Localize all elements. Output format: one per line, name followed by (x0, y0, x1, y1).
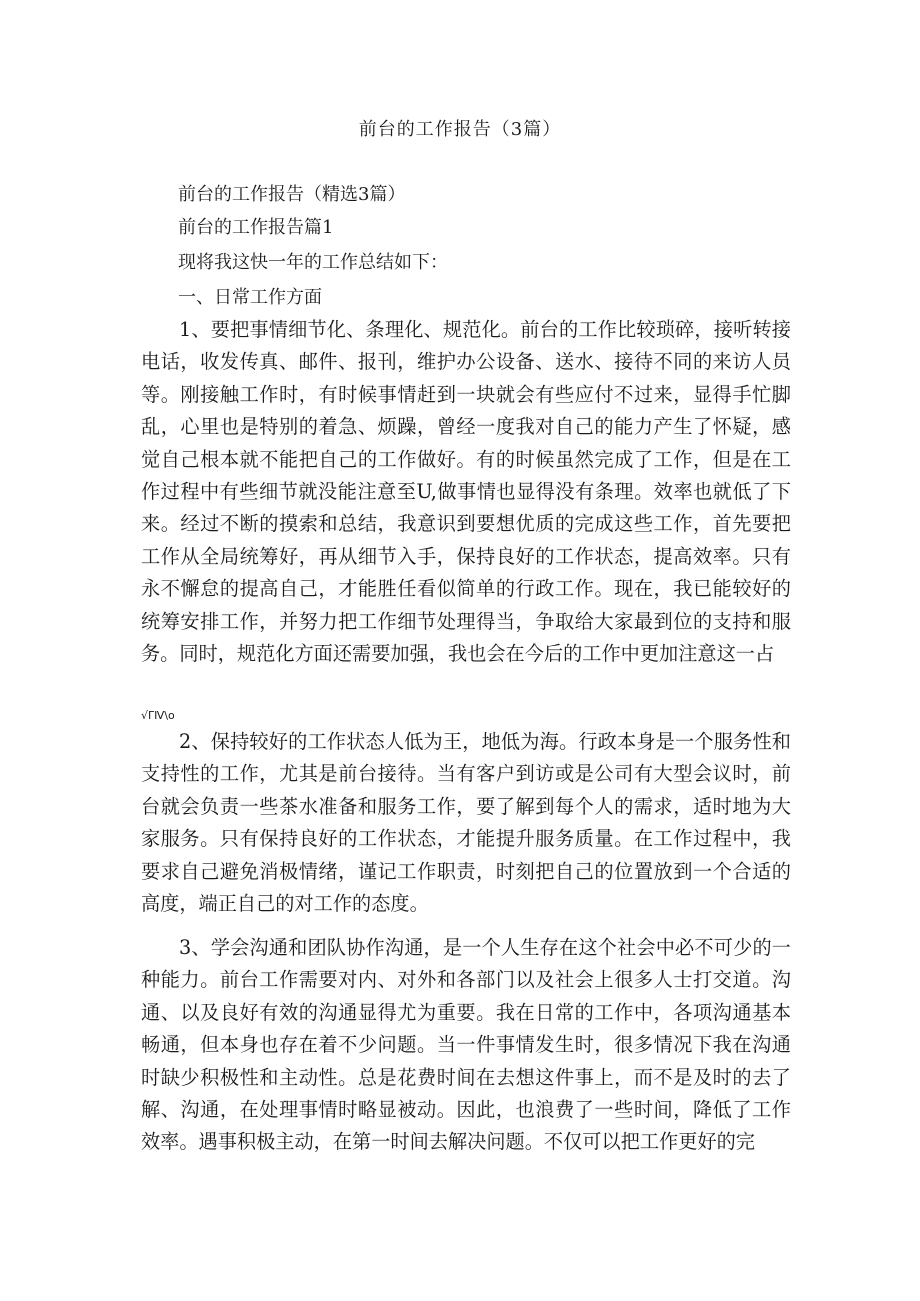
paragraph-2: 2、保持较好的工作状态人低为王，地低为海。行政本身是一个服务性和支持性的工作，尤其是前台接待。当有客户到访或是公司有大型会议时，前台就会负责一些茶水准备和服务工作，要了解到每个人的需求，适时地为大家服务。只有保持良好的工作状态，才能提升服务质量。在工作过程中，我要求自己避免消极情绪，谨记工作职责，时刻把自己的位置放到一个合适的高度，端正自己的对工作的态度。 (141, 730, 791, 916)
paragraph-3: 3、学会沟通和团队协作沟通，是一个人生存在这个社会中必不可少的一种能力。前台工作需要对内、对外和各部门以及社会上很多人士打交道。沟通、以及良好有效的沟通显得尤为重要。我在日常的工作中，各项沟通基本畅通，但本身也存在着不少问题。当一件事情发生时，很多情况下我在沟通时缺少积极性和主动性。总是花费时间在去想这件事上，而不是及时的去了解、沟通，在处理事情时略显被动。因此，也浪费了一些时间，降低了工作效率。遇事积极主动，在第一时间去解决问题。不仅可以把工作更好的完 (141, 936, 791, 1154)
garbled-text: √ΓⅣ\o (141, 709, 175, 722)
document-subtitle: 前台的工作报告（精选3篇） (178, 184, 406, 205)
paragraph-1: 1、要把事情细节化、条理化、规范化。前台的工作比较琐碎，接听转接电话，收发传真、邮件、报刊，维护办公设备、送水、接待不同的来访人员等。刚接触工作时，有时候事情赶到一块就会有些应付不过来，显得手忙脚乱，心里也是特别的着急、烦躁，曾经一度我对自己的能力产生了怀疑，感觉自己根本就不能把自己的工作做好。有的时候虽然完成了工作，但是在工作过程中有些细节就没能注意至U,做事情也显得没有条理。效率也就低了下来。经过不断的摸索和总结，我意识到要想优质的完成这些工作，首先要把工作从全局统筹好，再从细节入手，保持良好的工作状态，提高效率。只有永不懈怠的提高自己，才能胜任看似简单的行政工作。现在，我已能较好的统筹安排工作，并努力把工作细节处理得当，争取给大家最到位的支持和服务。同时，规范化方面还需要加强，我也会在今后的工作中更加注意这一占 (141, 318, 791, 666)
heading-daily-work: 一、日常工作方面 (178, 287, 322, 308)
document-title: 前台的工作报告（3篇） (358, 119, 562, 140)
section-heading: 前台的工作报告篇1 (178, 217, 334, 238)
intro-line: 现将我这快一年的工作总结如下： (178, 252, 448, 273)
